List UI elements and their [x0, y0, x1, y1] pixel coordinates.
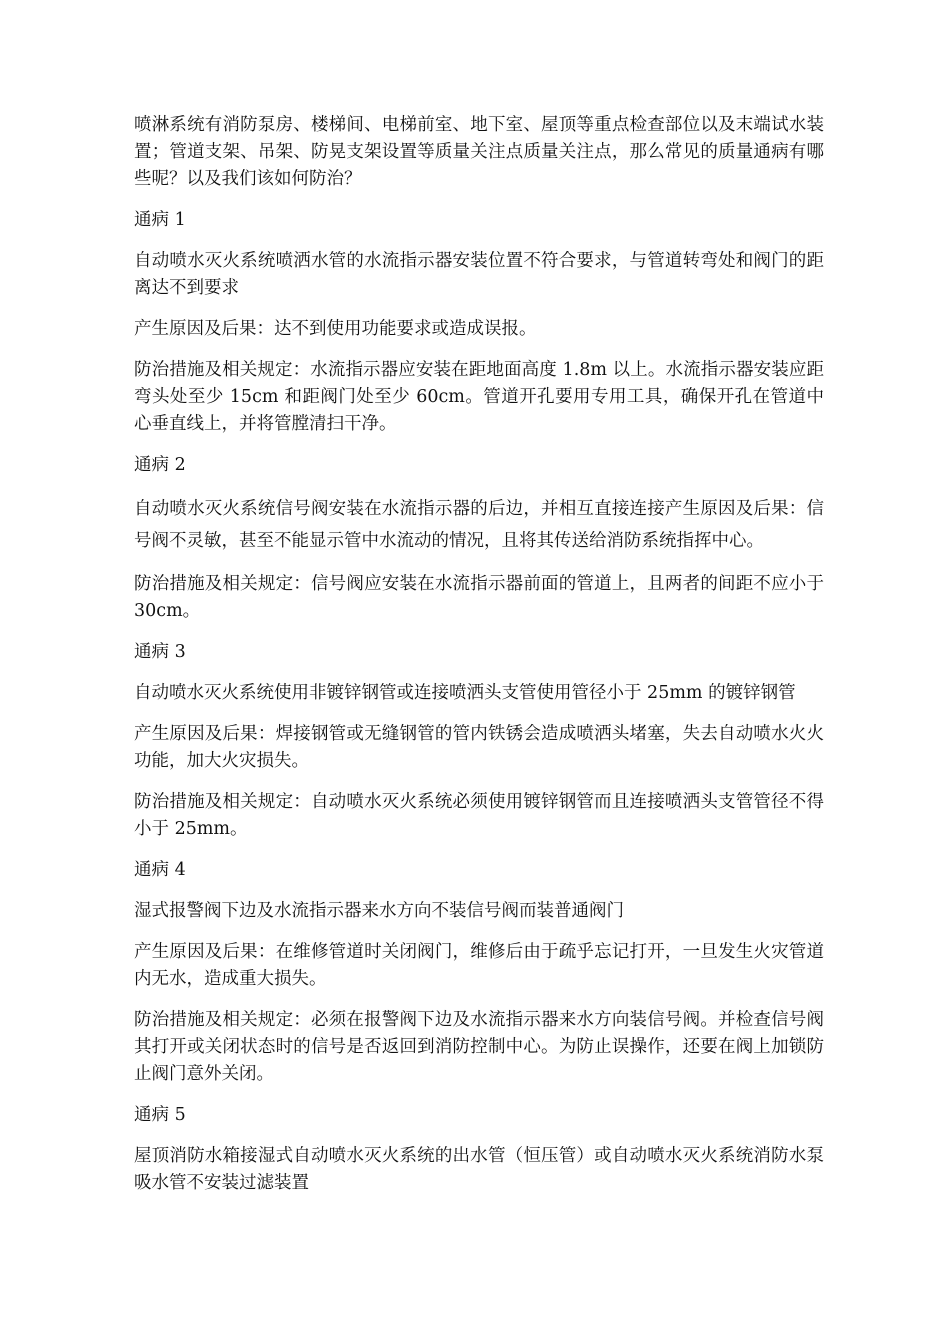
issue-paragraph: 自动喷水灭火系统使用非镀锌钢管或连接喷洒头支管使用管径小于 25mm 的镀锌钢管: [134, 683, 796, 703]
cause-paragraph: 产生原因及后果：达不到使用功能要求或造成误报。: [134, 319, 537, 339]
cause-paragraph: 产生原因及后果：焊接钢管或无缝钢管的管内铁锈会造成喷洒头堵塞，失去自动喷水火火功能，加大火灾损失。: [134, 724, 824, 771]
document-body: [134, 112, 824, 1211]
intro-paragraph: 喷淋系统有消防泵房、楼梯间、电梯前室、地下室、屋顶等重点检查部位以及末端试水装置；管道支架、吊架、防晃支架设置等质量关注点质量关注点，那么常见的质量通病有哪些呢？以及我们该如何防治？: [134, 115, 824, 189]
section-heading: 通病 1: [134, 210, 186, 230]
issue-paragraph: 湿式报警阀下边及水流指示器来水方向不装信号阀而装普通阀门: [134, 901, 624, 921]
section-heading: 通病 2: [134, 455, 186, 475]
issue-paragraph: 屋顶消防水箱接湿式自动喷水灭火系统的出水管（恒压管）或自动喷水灭火系统消防水泵吸水管不安装过滤装置: [134, 1146, 824, 1193]
measure-paragraph: 防治措施及相关规定：必须在报警阀下边及水流指示器来水方向装信号阀。并检查信号阀其打开或关闭状态时的信号是否返回到消防控制中心。为防止误操作，还要在阀上加锁防止阀门意外关闭。: [134, 1010, 824, 1084]
section-heading: 通病 3: [134, 642, 186, 662]
cause-paragraph: 产生原因及后果：在维修管道时关闭阀门，维修后由于疏乎忘记打开，一旦发生火灾管道内无水，造成重大损失。: [134, 942, 824, 989]
issue-paragraph: 自动喷水灭火系统信号阀安装在水流指示器的后边，并相互直接连接产生原因及后果：信号阀不灵敏，甚至不能显示管中水流动的情况，且将其传送给消防系统指挥中心。: [134, 499, 824, 551]
measure-paragraph: 防治措施及相关规定：水流指示器应安装在距地面高度 1.8m 以上。水流指示器安装应距弯头处至少 15cm 和距阀门处至少 60cm。管道开孔要用专用工具，确保开孔在管道中心垂直线上，并将管膛清扫干净。: [134, 360, 824, 434]
section-heading: 通病 5: [134, 1105, 186, 1125]
section-heading: 通病 4: [134, 860, 186, 880]
measure-paragraph: 防治措施及相关规定：信号阀应安装在水流指示器前面的管道上，且两者的间距不应小于 30cm。: [134, 574, 824, 621]
issue-paragraph: 自动喷水灭火系统喷洒水管的水流指示器安装位置不符合要求，与管道转弯处和阀门的距离达不到要求: [134, 251, 824, 298]
measure-paragraph: 防治措施及相关规定：自动喷水灭火系统必须使用镀锌钢管而且连接喷洒头支管管径不得小于 25mm。: [134, 792, 824, 839]
